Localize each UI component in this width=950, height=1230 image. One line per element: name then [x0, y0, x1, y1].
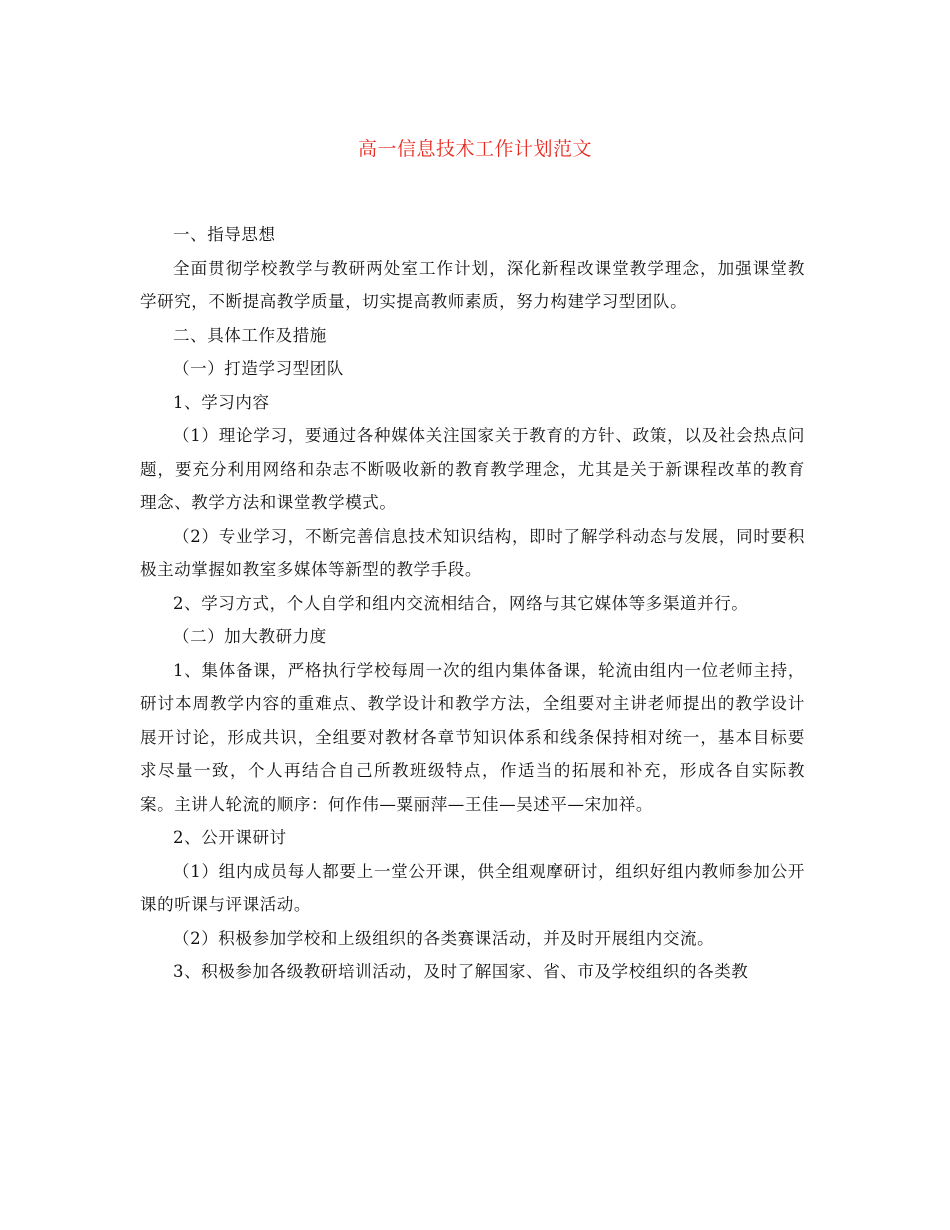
item-learning-content: 1、学习内容 [173, 392, 270, 412]
paragraph-theory-study: （1）理论学习，要通过各种媒体关注国家关于教育的方针、政策，以及社会热点问题，要充分利用网络和杂志不断吸收新的教育教学理念，尤其是关于新课程改革的教育理念、教学方法和课堂教学模式。 [140, 426, 805, 512]
paragraph-training: 3、积极参加各级教研培训活动，及时了解国家、省、市及学校组织的各类教 [173, 962, 749, 981]
heading-guiding-ideology: 一、指导思想 [173, 225, 276, 244]
paragraph-guiding-ideology: 全面贯彻学校教学与教研两处室工作计划，深化新程改课堂教学理念，加强课堂教学研究，不断提高教学质量，切实提高教师素质，努力构建学习型团队。 [140, 258, 805, 311]
item-open-class: 2、公开课研讨 [173, 828, 287, 847]
heading-specific-work: 二、具体工作及措施 [173, 325, 327, 345]
document-title: 高一信息技术工作计划范文 [357, 138, 592, 160]
document-body [140, 218, 805, 989]
paragraph-professional-study: （2）专业学习，不断完善信息技术知识结构，即时了解学科动态与发展，同时要积极主动掌握如教室多媒体等新型的教学手段。 [140, 526, 805, 579]
paragraph-learning-method: 2、学习方式，个人自学和组内交流相结合，网络与其它媒体等多渠道并行。 [173, 593, 749, 613]
subheading-teaching-research: （二）加大教研力度 [173, 627, 327, 646]
paragraph-collective-prep: 1、集体备课，严格执行学校每周一次的组内集体备课，轮流由组内一位老师主持，研讨本周教学内容的重难点、教学设计和教学方法，全组要对主讲老师提出的教学设计展开讨论，形成共识，全组要对教材各章节知识体系和线条保持相对统一，基本目标要求尽量一致，个人再结合自己所教班级特点，作适当的拓展和补充，形成各自实际教案。主讲人轮流的顺序：何作伟—粟丽萍—王佳—吴述平—宋加祥。 [140, 660, 805, 814]
subheading-learning-team: （一）打造学习型团队 [173, 359, 344, 378]
paragraph-open-class-members: （1）组内成员每人都要上一堂公开课，供全组观摩研讨，组织好组内教师参加公开课的听课与评课活动。 [140, 861, 805, 914]
paragraph-competitions: （2）积极参加学校和上级组织的各类赛课活动，并及时开展组内交流。 [173, 928, 715, 948]
